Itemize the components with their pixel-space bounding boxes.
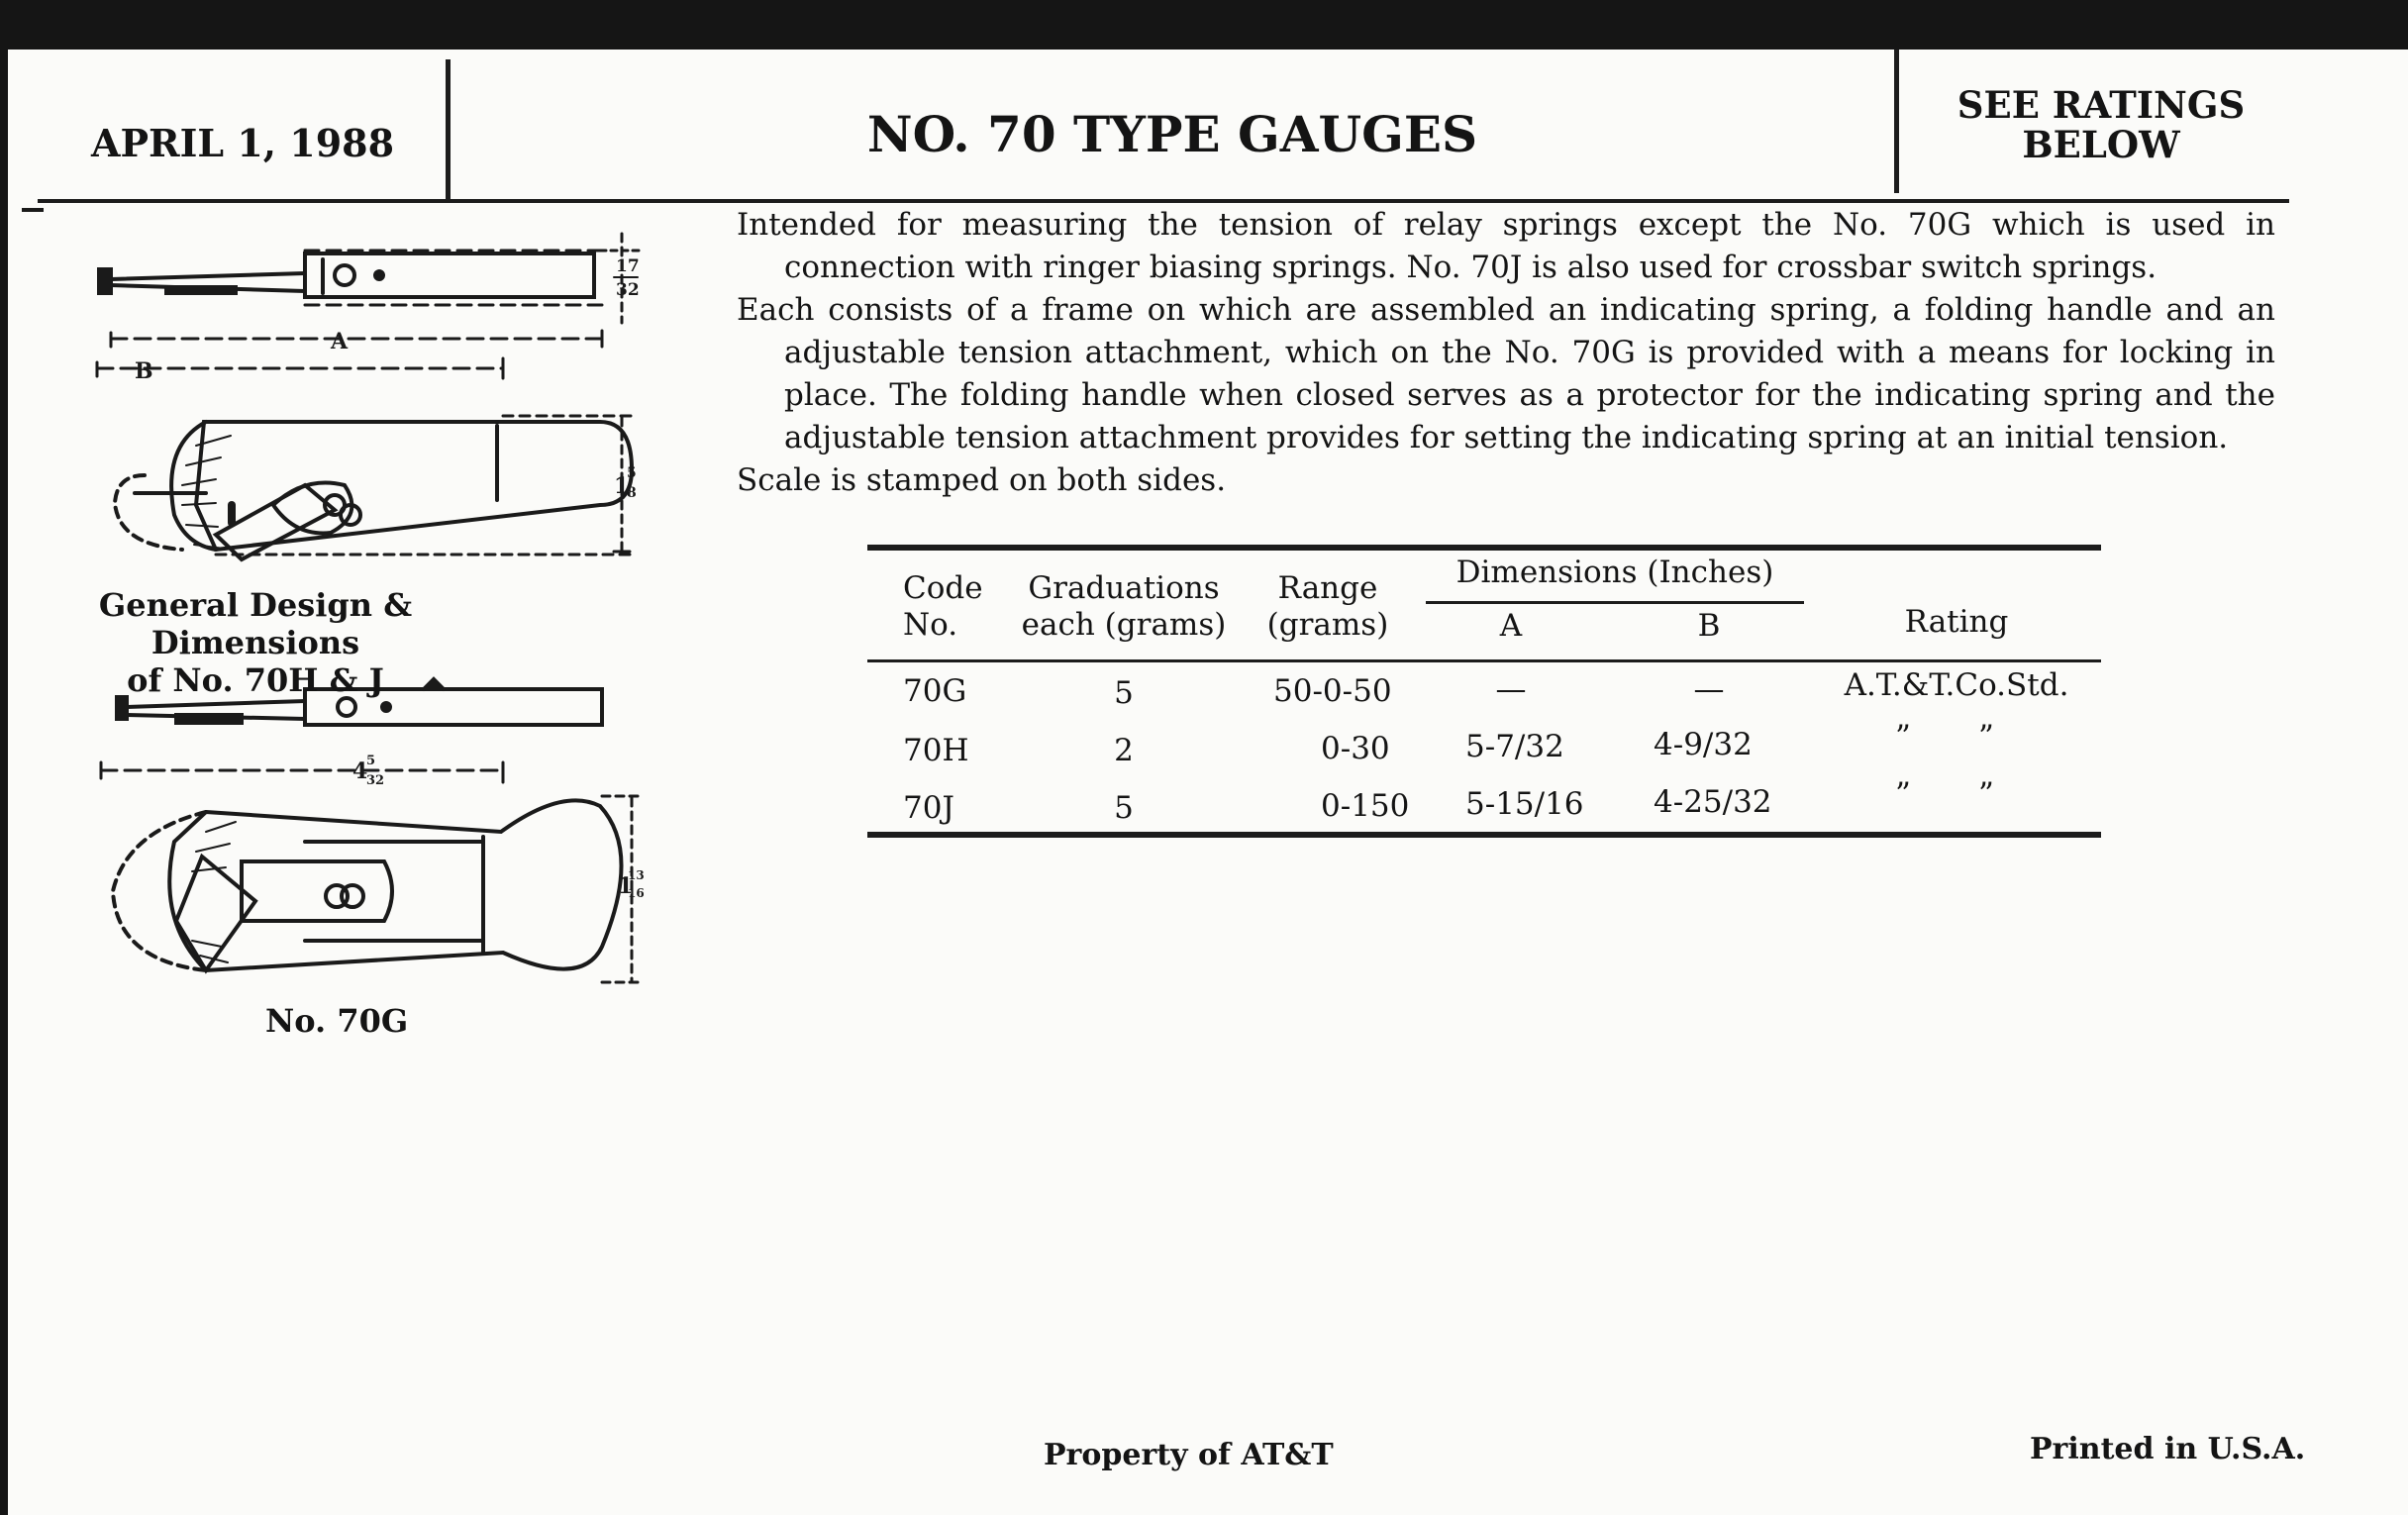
col-graduations-header [1020, 570, 1228, 644]
dim-g-width-whole: 1 [618, 873, 634, 899]
ratings-note-line1: SEE RATINGS [1956, 83, 2246, 127]
dimension-b-line [97, 358, 503, 378]
ditto-mark: ” [1895, 719, 1911, 755]
ditto-mark: ” [1978, 776, 1994, 812]
cell-rating: A.T.&T.Co.Std. [1844, 667, 2069, 703]
dimension-b-label: B [135, 358, 153, 384]
col-graduations-header-line1: Graduations [1028, 570, 1220, 606]
dim-hj-height-den: 32 [616, 280, 640, 300]
col-code-header-line2: No. [903, 607, 958, 643]
cell-dim-a: — [1495, 671, 1527, 707]
cell-dim-a: 5-7/32 [1465, 729, 1564, 764]
dimension-hj-width [216, 416, 634, 555]
dim-hj-height-num: 17 [616, 256, 640, 276]
dimension-g-length [101, 762, 503, 782]
cell-graduations: 2 [1114, 733, 1134, 768]
footer-printed: Printed in U.S.A. [2030, 1432, 2306, 1466]
ditto-mark: ” [1895, 776, 1911, 812]
col-dim-a-header: A [1499, 608, 1523, 644]
cell-dim-b: 4-25/32 [1654, 784, 1772, 820]
cell-graduations: 5 [1114, 675, 1134, 711]
col-rating-header: Rating [1904, 604, 2009, 640]
table-bottom-rule [867, 832, 2101, 838]
ratings-note-line2: BELOW [2022, 123, 2180, 166]
gauge-hj-side-view [99, 253, 594, 297]
caption-70g: No. 70G [265, 1002, 409, 1040]
footer-property: Property of AT&T [1044, 1438, 1334, 1472]
dimension-a-label: A [331, 329, 349, 354]
cell-range: 50-0-50 [1273, 673, 1392, 709]
dim-g-width-den: 16 [628, 886, 645, 900]
dim-hj-width-whole: 1 [614, 473, 630, 499]
description [737, 204, 2275, 502]
cell-range: 0-30 [1321, 731, 1390, 766]
ratings-note [1899, 85, 2303, 164]
caption-general-design [67, 586, 444, 699]
dimension-a-line [111, 331, 602, 347]
col-graduations-header-line2: each (grams) [1021, 607, 1227, 643]
table-header-rule [867, 659, 2101, 662]
gauge-drawings [8, 50, 721, 1089]
dimensions-header-rule [1426, 601, 1804, 604]
cell-code: 70H [903, 733, 969, 768]
col-code-header-line1: Code [903, 570, 983, 606]
dim-g-length-num: 5 [366, 754, 376, 768]
cell-code: 70G [903, 673, 967, 709]
cell-dim-b: — [1693, 671, 1725, 707]
dim-hj-width-den: 8 [627, 485, 637, 501]
gauge-table [867, 545, 2101, 842]
reference-card [8, 50, 2408, 1515]
col-dim-b-header: B [1697, 608, 1721, 644]
cell-range: 0-150 [1321, 788, 1410, 824]
caption-general-design-line2: of No. 70H & J [127, 661, 384, 699]
dim-hj-width-num: 5 [627, 465, 637, 481]
description-paragraph-1: Intended for measuring the tension of relay springs except the No. 70G which is used in connection with ringer biasing springs. No. 70J is also used for crossbar switch springs. [737, 207, 2275, 285]
col-range-header [1244, 570, 1412, 644]
cell-dim-b: 4-9/32 [1654, 727, 1753, 762]
ditto-mark: ” [1978, 719, 1994, 755]
dim-g-length-den: 32 [366, 773, 385, 788]
cell-graduations: 5 [1114, 790, 1134, 826]
dim-g-length-whole: 4 [352, 758, 368, 784]
caption-general-design-line1: General Design & Dimensions [98, 586, 413, 661]
page-title: NO. 70 TYPE GAUGES [866, 105, 1478, 163]
description-paragraph-2: Each consists of a frame on which are assembled an indicating spring, a folding handle and an adjustable tension attachment, which on the No. 70G is provided with a means for locking in place. The folding handle when closed serves as a protector for the indicating spring and the adjustable tension attachment provides for setting the indicating spring at an initial tension. [737, 292, 2275, 455]
dim-g-width-num: 13 [628, 868, 645, 882]
issue-date: APRIL 1, 1988 [91, 121, 395, 165]
col-dimensions-header: Dimensions (Inches) [1455, 555, 1774, 590]
col-range-header-line1: Range [1277, 570, 1378, 606]
gauge-hj-plan-view [115, 422, 632, 559]
col-code-header [903, 570, 983, 644]
table-top-rule [867, 545, 2101, 551]
col-range-header-line2: (grams) [1266, 607, 1389, 643]
description-paragraph-3: Scale is stamped on both sides. [737, 462, 1227, 498]
cell-code: 70J [903, 790, 954, 826]
cell-dim-a: 5-15/16 [1465, 786, 1584, 822]
gauge-g-plan-view [113, 800, 622, 970]
